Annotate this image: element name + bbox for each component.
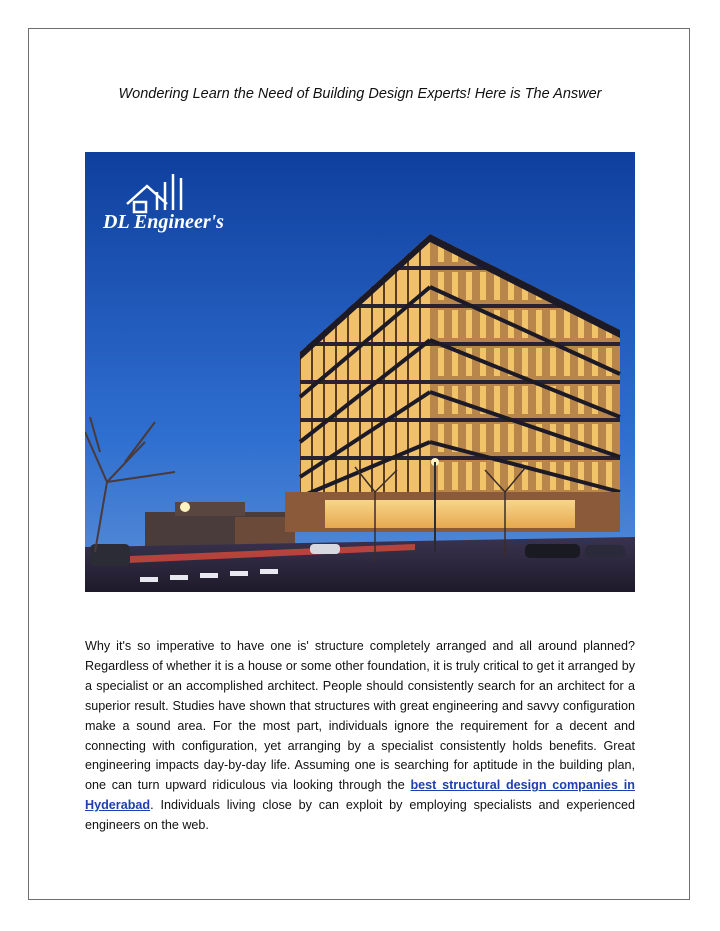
body-paragraph bbox=[85, 637, 635, 836]
logo-text: DL Engineer's bbox=[103, 211, 224, 233]
companies-link[interactable]: best structural design companies in Hyderabad bbox=[85, 778, 635, 813]
paragraph-text-after-link: . Individuals living close by can exploit by employing specialists and experienced engineers on the web. bbox=[85, 798, 635, 833]
document-title: Wondering Learn the Need of Building Design Experts! Here is The Answer bbox=[118, 86, 602, 102]
paragraph-text-before-link: Why it's so imperative to have one is' structure completely arranged and all around planned? Regardless of whether it is a house or some other foundation, it is truly critical to get it arranged by a specialist or an accomplished architect. People should consistently search for an architect for a superior result. Studies have shown that structures with great engineering and savvy configuration make a sound area. For the most part, individuals ignore the requirement for a decent and connecting with configuration, yet arranging by a specialist consistently holds benefits. Great engineering impacts day-by-day life. Assuming one is searching for aptitude in the building plan, one can turn upward ridiculous via looking through the bbox=[85, 639, 635, 793]
building-photo bbox=[85, 152, 635, 592]
